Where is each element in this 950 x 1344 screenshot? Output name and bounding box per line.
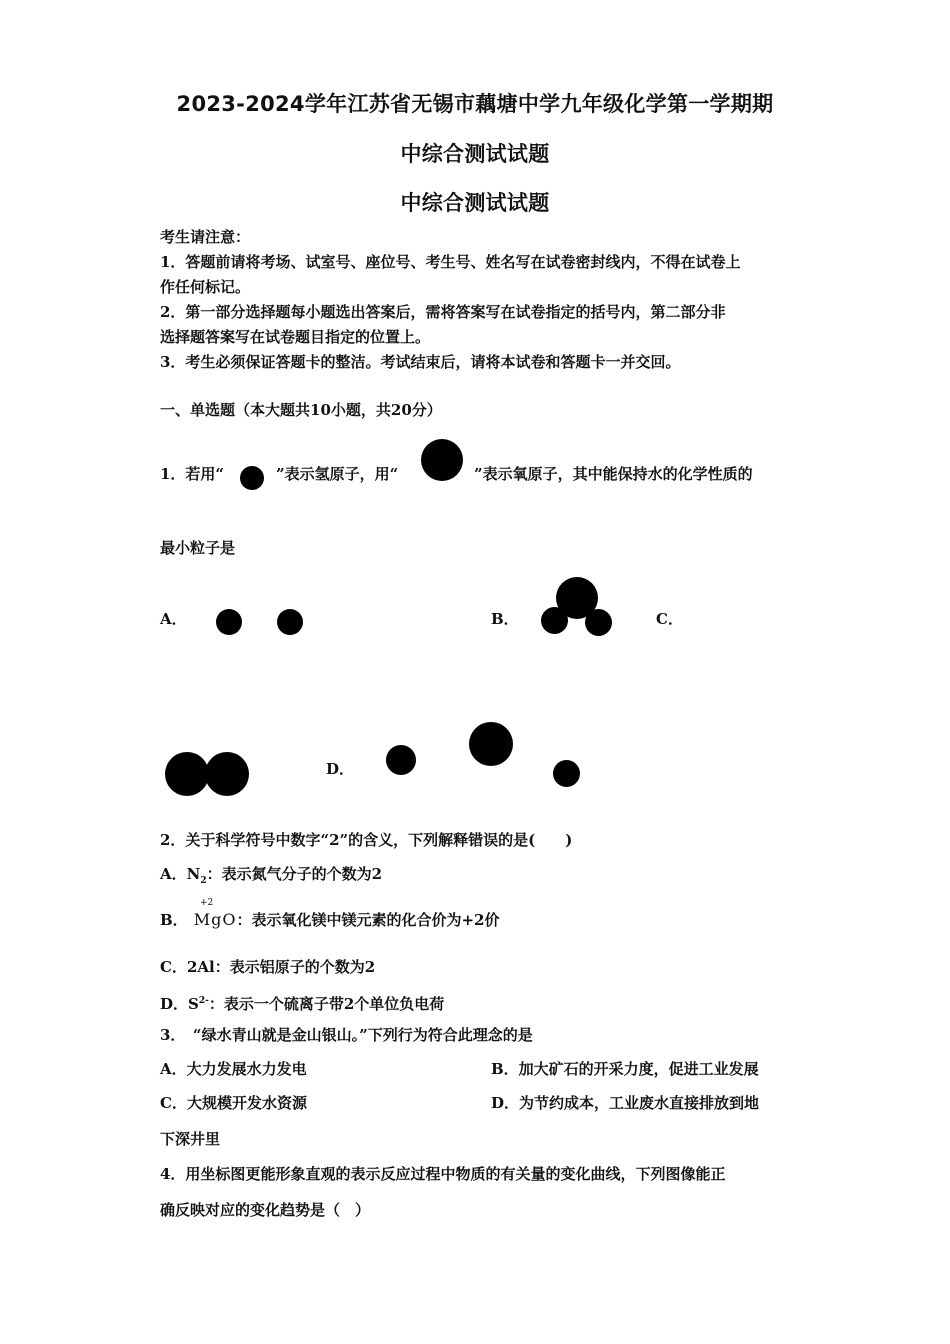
q1-stem-line2: 最小粒子是 (160, 539, 236, 557)
q2-option-d (160, 991, 444, 1014)
hydrogen-atom-icon (240, 466, 264, 490)
notice-item-3: 3．考生必须保证答题卡的整洁。考试结束后，请将本试卷和答题卡一并交回。 (160, 353, 681, 371)
q3-option-d: D．为节约成本，工业废水直接排放到地 (491, 1094, 760, 1112)
q1-stem-part3: ”表示氧原子，其中能保持水的化学性质的 (474, 465, 753, 483)
q2-option-b-valence: +2 (200, 898, 214, 908)
oxygen-atom-icon (421, 439, 463, 481)
q2-option-c: C．2Al：表示铝原子的个数为2 (160, 958, 376, 976)
option-c-oxygen-atom-icon (165, 752, 209, 796)
page-title-line2: 中综合测试试题 (400, 142, 550, 166)
q3-option-d-continued: 下深井里 (160, 1130, 221, 1148)
option-d-oxygen-atom-icon (469, 722, 513, 766)
q2-option-b-text: ：表示氧化镁中镁元素的化合价为+2价 (236, 911, 500, 929)
q2-option-d-text: ：表示一个硫离子带2个单位负电荷 (208, 995, 445, 1013)
q1-option-a-label: A． (160, 610, 187, 628)
page-title-line1: 2023-2024学年江苏省无锡市藕塘中学九年级化学第一学期期 (176, 92, 774, 116)
q2-option-b-formula: MgO (193, 910, 237, 929)
notice-item-2a: 2．第一部分选择题每小题选出答案后，需将答案写在试卷指定的括号内，第二部分非 (160, 303, 726, 321)
q2-option-d-superscript: 2- (198, 996, 209, 1006)
q4-stem-line2: 确反映对应的变化趋势是（ ） (160, 1201, 371, 1219)
option-d-hydrogen-atom-icon (553, 760, 580, 787)
option-a-hydrogen-atom-icon (216, 609, 242, 635)
q3-option-a: A．大力发展水力发电 (160, 1060, 307, 1078)
q2-option-b (160, 910, 499, 930)
option-d-hydrogen-atom-icon (386, 745, 416, 775)
q2-option-b-label: B． (160, 911, 188, 929)
notice-item-1a: 1．答题前请将考场、试室号、座位号、考生号、姓名写在试卷密封线内，不得在试卷上 (160, 253, 741, 271)
option-b-hydrogen-atom-icon (541, 607, 568, 634)
q1-stem-part2: ”表示氢原子，用“ (276, 465, 399, 483)
q3-stem: 3． “绿水青山就是金山银山。”下列行为符合此理念的是 (160, 1026, 533, 1044)
notice-item-1b: 作任何标记。 (160, 278, 251, 296)
q1-option-b-label: B． (491, 610, 519, 628)
page-title-line3: 中综合测试试题 (400, 191, 550, 215)
notice-heading: 考生请注意： (160, 228, 251, 246)
option-b-hydrogen-atom-icon (585, 609, 612, 636)
q2-stem: 2．关于科学符号中数字“2”的含义，下列解释错误的是( ) (160, 831, 573, 849)
section-heading: 一、单选题（本大题共10小题，共20分） (160, 401, 442, 419)
q3-option-c: C．大规模开发水资源 (160, 1094, 307, 1112)
q1-stem-part1: 1．若用“ (160, 465, 225, 483)
option-c-oxygen-atom-icon (205, 752, 249, 796)
notice-item-2b: 选择题答案写在试卷题目指定的位置上。 (160, 328, 431, 346)
q2-option-d-label: D．S (160, 995, 199, 1013)
q1-option-c-label: C． (656, 610, 683, 628)
q3-option-b: B．加大矿石的开采力度，促进工业发展 (491, 1060, 759, 1078)
q4-stem-line1: 4．用坐标图更能形象直观的表示反应过程中物质的有关量的变化曲线，下列图像能正 (160, 1165, 726, 1183)
q2-option-a-subscript: 2 (200, 876, 207, 886)
q2-option-a (160, 864, 382, 891)
q1-option-d-label: D． (326, 760, 355, 778)
q2-option-a-label: A．N (160, 865, 201, 883)
q2-option-a-text: ：表示氮气分子的个数为2 (206, 865, 383, 883)
option-a-hydrogen-atom-icon (277, 609, 303, 635)
